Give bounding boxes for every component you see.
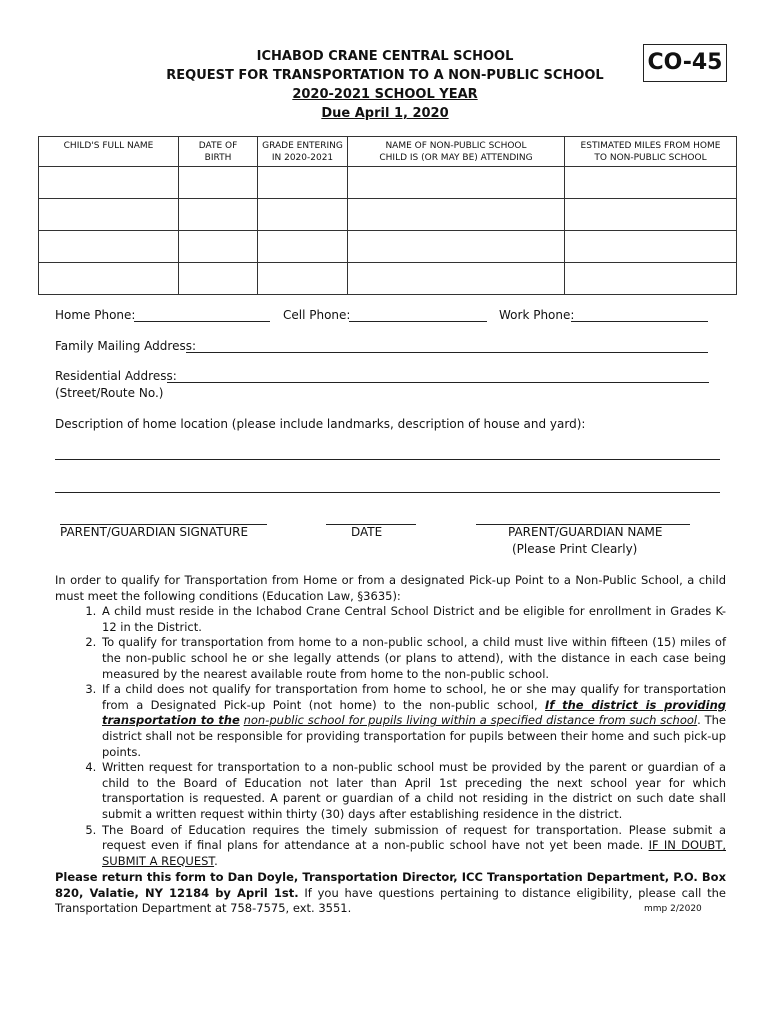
miles-cell[interactable] <box>565 263 737 295</box>
list-item: 4. Written request for transportation to a non-public school must be provided by the parent or guardian of a child to the Board of Education not later than April 1st preceding the next school year for which transportation is requested. A parent or guardian of a child not residing in the district on such date shall submit a written request within thirty (30) days after establishing residence in the district. <box>100 760 726 822</box>
residential-address-input[interactable] <box>167 382 709 383</box>
school-name-cell[interactable] <box>348 199 565 231</box>
child-name-cell[interactable] <box>39 263 179 295</box>
birth-date-cell[interactable] <box>179 263 258 295</box>
column-header-school-name: NAME OF NON-PUBLIC SCHOOL CHILD IS (OR MAY BE) ATTENDING <box>348 137 565 167</box>
form-title: REQUEST FOR TRANSPORTATION TO A NON-PUBLIC SCHOOL <box>166 68 604 83</box>
miles-cell[interactable] <box>565 167 737 199</box>
table-row <box>39 231 737 263</box>
child-name-cell[interactable] <box>39 167 179 199</box>
birth-date-cell[interactable] <box>179 231 258 263</box>
residential-address-label: Residential Address: <box>55 369 177 383</box>
cell-phone-label: Cell Phone: <box>283 308 351 322</box>
table-row <box>39 167 737 199</box>
school-name-cell[interactable] <box>348 167 565 199</box>
street-route-note: (Street/Route No.) <box>55 386 164 400</box>
description-line-2[interactable] <box>55 492 720 493</box>
contact-info: If you have questions pertaining to distance eligibility, please call the Transportation Department at 758-7575, ext. 3551. <box>55 885 726 916</box>
list-item: 2. To qualify for transportation from home to a non-public school, a child must live within fifteen (15) miles of the non-public school he or she legally attends (or plans to attend), with the distance in each case being measured by the nearest available route from home to the non-public school. <box>100 635 726 682</box>
conditions-section <box>55 573 726 869</box>
column-header-child-name: CHILD'S FULL NAME <box>39 137 179 167</box>
miles-cell[interactable] <box>565 231 737 263</box>
child-name-cell[interactable] <box>39 231 179 263</box>
family-address-input[interactable] <box>186 352 708 353</box>
form-code-box: CO-45 <box>643 44 727 82</box>
grade-cell[interactable] <box>258 199 348 231</box>
home-phone-label: Home Phone: <box>55 308 136 322</box>
work-phone-input[interactable] <box>571 321 708 322</box>
school-name-cell[interactable] <box>348 263 565 295</box>
grade-cell[interactable] <box>258 167 348 199</box>
return-instructions <box>55 870 726 917</box>
conditions-list <box>55 604 726 869</box>
due-date: Due April 1, 2020 <box>321 106 449 121</box>
column-header-miles: ESTIMATED MILES FROM HOME TO NON-PUBLIC SCHOOL <box>565 137 737 167</box>
description-line-1[interactable] <box>55 459 720 460</box>
list-item: 1. A child must reside in the Ichabod Crane Central School District and be eligible for enrollment in Grades K-12 in the District. <box>100 604 726 635</box>
column-header-birth-date: DATE OF BIRTH <box>179 137 258 167</box>
table-row <box>39 263 737 295</box>
birth-date-cell[interactable] <box>179 167 258 199</box>
children-table <box>38 136 737 295</box>
cell-phone-input[interactable] <box>349 321 487 322</box>
revision-code: mmp 2/2020 <box>644 904 702 914</box>
family-address-label: Family Mailing Address: <box>55 339 197 353</box>
parent-name-label: PARENT/GUARDIAN NAME <box>508 525 663 539</box>
list-item: 3. If a child does not qualify for transportation from home to school, he or she may qualify for transportation from a Designated Pick-up Point (not home) to the non-public school, If the district is providing transportation to the non-public school for pupils living within a specified distance from such school. The district shall not be responsible for providing transportation for pupils between their home and such pick-up points. <box>100 682 726 760</box>
description-label: Description of home location (please include landmarks, description of house and yard): <box>55 417 586 431</box>
school-name-cell[interactable] <box>348 231 565 263</box>
parent-signature-label: PARENT/GUARDIAN SIGNATURE <box>60 525 249 539</box>
date-label: DATE <box>351 525 383 539</box>
miles-cell[interactable] <box>565 199 737 231</box>
list-item: 5. The Board of Education requires the timely submission of request for transportation. Please submit a request even if final plans for attendance at a non-public school have not yet been made. IF IN DOUBT, SUBMIT A REQUEST. <box>100 823 726 870</box>
table-row <box>39 199 737 231</box>
work-phone-label: Work Phone: <box>499 308 575 322</box>
child-name-cell[interactable] <box>39 199 179 231</box>
conditions-intro: In order to qualify for Transportation from Home or from a designated Pick-up Point to a Non-Public School, a child must meet the following conditions (Education Law, §3635): <box>55 573 726 603</box>
return-address: Please return this form to Dan Doyle, Transportation Director, ICC Transportation Department, P.O. Box 820, Valatie, NY 12184 by April 1st. <box>55 870 726 900</box>
school-year: 2020-2021 SCHOOL YEAR <box>292 87 478 102</box>
print-clearly-note: (Please Print Clearly) <box>512 542 638 556</box>
table-header-row <box>39 137 737 167</box>
grade-cell[interactable] <box>258 263 348 295</box>
birth-date-cell[interactable] <box>179 199 258 231</box>
grade-cell[interactable] <box>258 231 348 263</box>
school-name: ICHABOD CRANE CENTRAL SCHOOL <box>256 49 514 64</box>
column-header-grade: GRADE ENTERING IN 2020-2021 <box>258 137 348 167</box>
home-phone-input[interactable] <box>134 321 270 322</box>
